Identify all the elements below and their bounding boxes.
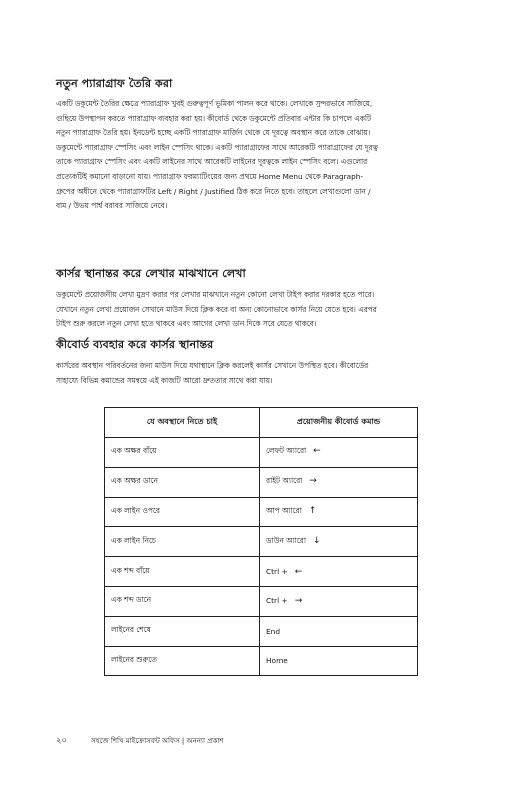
table-row (105, 497, 418, 527)
text-line: নতুন প্যারাগ্রাফ তৈরি হয়। ইনডেন্ট হচ্ছে একটি প্যারাগ্রাফ মার্জিন থেকে যে দূরত্বে অবস্থান করে তাকে বোঝায়। (56, 128, 371, 138)
command-cell (260, 586, 418, 616)
arrow-left-icon: ← (294, 566, 303, 577)
arrow-up-icon: ↑ (308, 505, 317, 516)
text-line: গ্রুপের অধীনে থেকে প্যারাগ্রাফটির Left / Right / Justified ঠিক করে নিতে হবে। তাহলে লেখাগুলো ডান / (56, 186, 371, 196)
position-cell: লাইনের শেষে (105, 616, 260, 646)
section-heading: কীবোর্ড ব্যবহার করে কার্সর স্থানান্তর (56, 338, 214, 351)
table-row (105, 527, 418, 557)
text-line: তাকে প্যারাগ্রাফ স্পেসিং এবং একটি লাইনের সাথে আরেকটি লাইনের দূরত্বকে লাইন স্পেসিং বলে। এগুলোর (56, 157, 368, 167)
text-line: সাহায্যে বিভিন্ন কমান্ডের সমন্বয়ে এই কাজটি আরো দ্রুততার সাথে করা যায়। (56, 375, 273, 385)
arrow-right-icon: → (294, 596, 303, 607)
arrow-right-icon: → (309, 476, 317, 487)
text-line: একটি ডকুমেন্ট তৈরির ক্ষেত্রে প্যারাগ্রাফ খুবই গুরুত্বপূর্ণ ভূমিকা পালন করে থাকে। লেখাকে সুন্দরভাবে সাজিয়ে, (56, 99, 373, 108)
paragraph (56, 97, 470, 214)
text-line: বাম / উভয় পার্শ্ব বরাবর সাজিয়ে নেবে। (56, 201, 168, 211)
text-line: গুছিয়ে উপস্থাপন করতে প্যারাগ্রাফ ব্যবহার করা হয়। কীবোর্ড থেকে ডকুমেন্টে প্রতিবার এন্টার কি চাপলে একটি (56, 113, 371, 123)
column-header: প্রয়োজনীয় কীবোর্ড কমান্ড (260, 408, 418, 438)
position-cell: এক শব্দ বাঁয়ে (105, 557, 260, 587)
position-cell: এক শব্দ ডানে (105, 586, 260, 616)
table-row (105, 586, 418, 616)
text-line: প্রত্যেকটিই কমানো বাড়ানো যায়। প্যারাগ্রাফ ফরম্যাটিংয়ের জন্য প্রথমে Home Menu থেকে Paragraph- (56, 171, 364, 181)
command-cell (260, 467, 418, 497)
command-text: লেফট অ্যারো (266, 446, 307, 456)
arrow-down-icon: ↓ (312, 535, 321, 546)
table-row (105, 438, 418, 468)
position-cell: এক লাইন ওপরে (105, 497, 260, 527)
text-line: ডকুমেন্টে প্যারাগ্রাফ স্পেসিং এবং লাইন স্পেসিং থাকে। একটি প্যারাগ্রাফের সাথে আরেকটি প্যারাগ্রাফের যে দূরত্ব (56, 142, 378, 152)
position-cell: এক অক্ষর বাঁয়ে (105, 438, 260, 468)
position-cell: এক লাইন নিচে (105, 527, 260, 557)
command-text: ডাউন অ্যারো (266, 535, 306, 545)
text-line: যেখানে নতুন লেখা প্রয়োজন সেখানে মাউস দিয়ে ক্লিক করে বা অন্য কোনোভাবে কার্সর নিয়ে যেতে হবে। এরপর (56, 304, 377, 314)
command-cell: End (260, 616, 418, 646)
command-text: Ctrl + (266, 596, 288, 606)
section-heading: নতুন প্যারাগ্রাফ তৈরি করা (56, 77, 173, 90)
table-row (105, 467, 418, 497)
command-text: Ctrl + (266, 566, 288, 576)
paragraph (56, 288, 470, 332)
position-cell: এক অক্ষর ডানে (105, 467, 260, 497)
footer-text: সহজে শিখি মাইক্রোসফট অফিস | অনন্যা প্রকাশ (91, 737, 224, 745)
table-row (105, 616, 418, 646)
page-number: ২০ (56, 736, 68, 746)
command-cell (260, 438, 418, 468)
command-cell (260, 497, 418, 527)
column-header: যে অবস্থানে নিতে চাই (105, 408, 260, 438)
page-footer (56, 734, 470, 748)
table-row (105, 646, 418, 676)
section-heading: কার্সর স্থানান্তর করে লেখার মাঝখানে লেখা (56, 267, 246, 280)
command-cell (260, 527, 418, 557)
table-header-row (105, 408, 418, 438)
table-row (105, 557, 418, 587)
paragraph (56, 359, 470, 388)
arrow-left-icon: ← (313, 446, 321, 457)
command-text: আপ অ্যারো (266, 505, 302, 515)
text-line: কার্সরের অবস্থান পরিবর্তনের জন্য মাউস দিয়ে যথাস্থানে ক্লিক করলেই কার্সর সেখানে উপস্থিত হবে। কীবোর্ডের (56, 361, 369, 370)
keyboard-command-table (104, 407, 418, 676)
command-text: রাইট অ্যারো (266, 476, 303, 486)
text-line: টাইপ শুরু করলে নতুন লেখা হতে থাকবে এবং আগের লেখা ডান দিকে সরে যেতে থাকবে। (56, 319, 317, 329)
position-cell: লাইনের শুরুতে (105, 646, 260, 676)
command-cell: Home (260, 646, 418, 676)
text-line: ডকুমেন্টে প্রয়োজনীয় লেখা মুদ্রণ করার পর লেখার মাঝখানে নতুন কোনো লেখা টাইপ করার দরকার হতে পারে। (56, 290, 375, 299)
command-cell (260, 557, 418, 587)
